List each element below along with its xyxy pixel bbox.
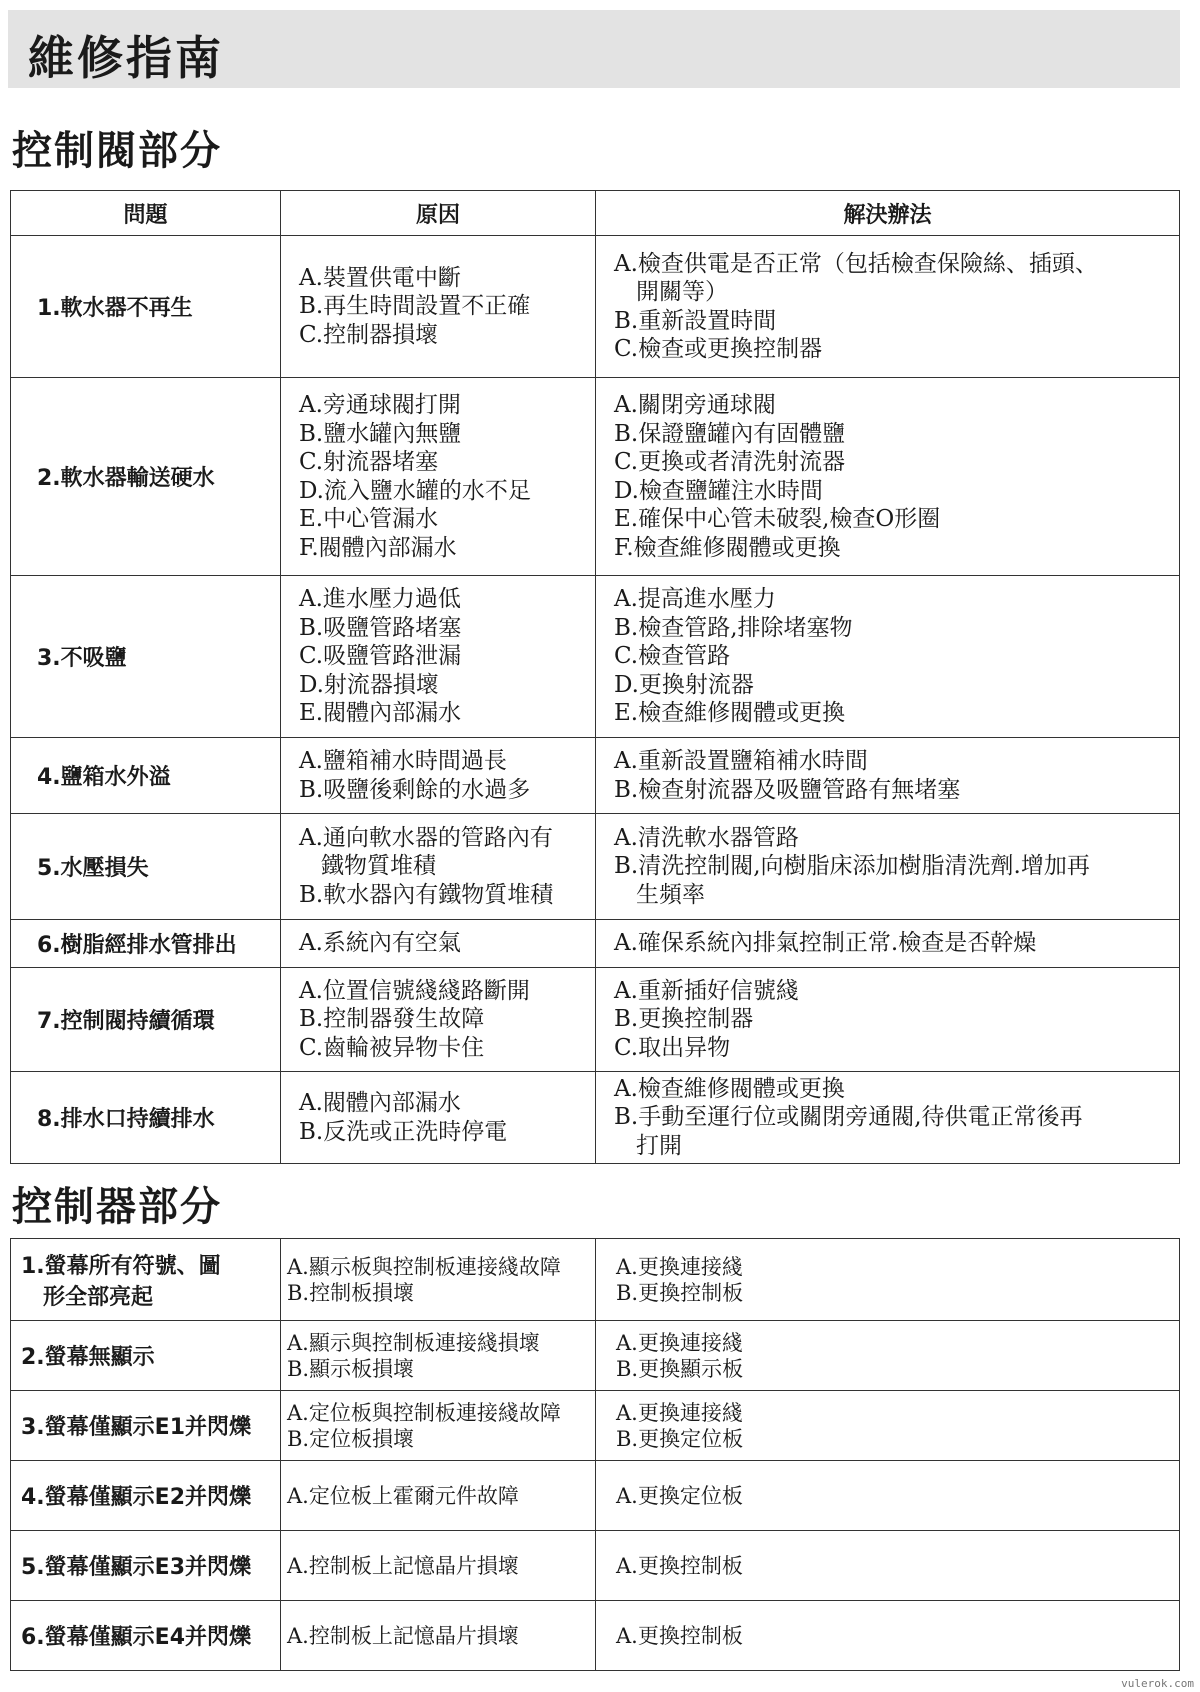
issue-cell: 6.樹脂經排水管排出 (11, 920, 281, 968)
cell-line: B.再生時間設置不正確 (299, 293, 531, 320)
cell-line: D.更換射流器 (614, 671, 754, 698)
cause-cell (281, 920, 596, 968)
cell-line: E.檢查維修閥體或更換 (614, 700, 846, 727)
cell-line: 生頻率 (636, 881, 705, 908)
cause-cell (281, 1531, 596, 1601)
cell-line: B.重新設置時間 (614, 307, 777, 334)
header-bar (8, 10, 1180, 88)
solution-cell (596, 738, 1180, 814)
section-title-controller: 控制器部分 (12, 1184, 222, 1230)
cell-line: A.更換連接綫 (616, 1330, 743, 1355)
cell-line: A.閥體內部漏水 (299, 1090, 461, 1116)
solution-cell (596, 1072, 1180, 1164)
cell-line: B.檢查管路,排除堵塞物 (614, 614, 853, 641)
solution-cell (596, 1321, 1180, 1391)
table-row (11, 920, 1180, 968)
cell-line: A.檢查供電是否正常（包括檢查保險絲、插頭、 (614, 250, 1098, 277)
cell-line: A.位置信號綫綫路斷開 (299, 977, 530, 1004)
issue-line: 4.螢幕僅顯示E2并閃爍 (21, 1485, 252, 1510)
cell-line: A.更換連接綫 (616, 1400, 743, 1425)
cell-line: B.保證鹽罐內有固體鹽 (614, 420, 846, 447)
solution-cell (596, 1461, 1180, 1531)
issue-cell (11, 1601, 281, 1671)
cell-line: A.顯示與控制板連接綫損壞 (287, 1330, 540, 1355)
cell-line: A.控制板上記憶晶片損壞 (287, 1553, 519, 1578)
cause-cell (281, 1601, 596, 1671)
cell-line: C.取出异物 (614, 1034, 731, 1061)
issue-line: 5.螢幕僅顯示E3并閃爍 (21, 1555, 252, 1580)
cell-line: 開關等） (636, 279, 728, 305)
solution-cell (596, 920, 1180, 968)
cause-cell (281, 378, 596, 576)
cell-line: A.檢查維修閥體或更換 (614, 1075, 845, 1102)
cell-line: B.定位板損壞 (287, 1426, 415, 1451)
cause-cell (281, 1239, 596, 1321)
table-header-row (11, 191, 1180, 236)
watermark: vulerok.com (1121, 1677, 1194, 1690)
cell-line: D.射流器損壞 (299, 671, 439, 698)
issue-line: 6.螢幕僅顯示E4并閃爍 (21, 1625, 252, 1650)
table-row (11, 814, 1180, 920)
solution-cell (596, 378, 1180, 576)
issue-cell: 5.水壓損失 (11, 814, 281, 920)
solution-cell (596, 814, 1180, 920)
cell-line: 鐵物質堆積 (321, 853, 436, 880)
cell-line: C.射流器堵塞 (299, 449, 439, 475)
cell-line: A.鹽箱補水時間過長 (299, 748, 507, 774)
cell-line: A.旁通球閥打開 (299, 392, 461, 418)
cause-cell (281, 1321, 596, 1391)
solution-cell (596, 236, 1180, 378)
cell-line: A.重新設置鹽箱補水時間 (614, 748, 868, 774)
issue-cell (11, 1321, 281, 1391)
cell-line: A.更換連接綫 (616, 1254, 743, 1279)
solution-cell (596, 1531, 1180, 1601)
issue-cell (11, 1239, 281, 1321)
cell-line: B.控制器發生故障 (299, 1006, 485, 1033)
cell-line: A.顯示板與控制板連接綫故障 (287, 1254, 561, 1279)
issue-line: 3.螢幕僅顯示E1并閃爍 (21, 1415, 252, 1440)
cell-line: A.確保系統內排氣控制正常.檢查是否幹燥 (614, 930, 1037, 957)
cell-line: B.控制板損壞 (287, 1280, 415, 1305)
cause-cell (281, 738, 596, 814)
cell-line: A.進水壓力過低 (299, 586, 461, 613)
cell-line: C.吸鹽管路泄漏 (299, 643, 462, 670)
cell-line: A.系統內有空氣 (299, 930, 461, 957)
cell-line: A.更換定位板 (616, 1483, 743, 1508)
issue-line: 2.螢幕無顯示 (21, 1345, 155, 1370)
cell-line: A.更換控制板 (616, 1553, 743, 1578)
cause-cell (281, 236, 596, 378)
table-row (11, 1239, 1180, 1321)
table-row (11, 378, 1180, 576)
cell-line: B.更換控制器 (614, 1006, 754, 1033)
issue-cell (11, 1391, 281, 1461)
cell-line: C.檢查管路 (614, 643, 731, 670)
cause-cell (281, 576, 596, 738)
column-header: 解決辦法 (596, 191, 1180, 236)
controller-troubleshooting-table (10, 1238, 1180, 1671)
table-row (11, 1321, 1180, 1391)
cell-line: E.中心管漏水 (299, 506, 439, 532)
cell-line: A.通向軟水器的管路內有 (299, 824, 553, 851)
valve-troubleshooting-table (10, 190, 1180, 1164)
cell-line: B.更換控制板 (616, 1280, 744, 1305)
cell-line: B.鹽水罐內無鹽 (299, 420, 462, 447)
cell-line: B.更換定位板 (616, 1426, 744, 1451)
cell-line: D.檢查鹽罐注水時間 (614, 477, 823, 504)
cell-line: B.顯示板損壞 (287, 1356, 415, 1381)
table-row (11, 576, 1180, 738)
cell-line: A.定位板與控制板連接綫故障 (287, 1400, 561, 1425)
table-row (11, 1461, 1180, 1531)
table-row (11, 1072, 1180, 1164)
cell-line: A.提高進水壓力 (614, 586, 776, 613)
issue-line: 1.螢幕所有符號、圖 (21, 1253, 221, 1279)
cause-cell (281, 968, 596, 1072)
cell-line: A.裝置供電中斷 (299, 264, 461, 291)
issue-cell: 8.排水口持續排水 (11, 1072, 281, 1164)
cell-line: A.關閉旁通球閥 (614, 392, 776, 418)
column-header: 問題 (11, 191, 281, 236)
solution-cell (596, 1239, 1180, 1321)
cell-line: A.更換控制板 (616, 1623, 743, 1648)
cell-line: B.更換顯示板 (616, 1356, 744, 1381)
issue-cell (11, 1461, 281, 1531)
cell-line: C.齒輪被异物卡住 (299, 1034, 485, 1061)
cell-line: B.吸鹽管路堵塞 (299, 614, 462, 641)
cell-line: B.軟水器內有鐵物質堆積 (299, 881, 554, 908)
cell-line: A.清洗軟水器管路 (614, 824, 799, 851)
solution-cell (596, 968, 1180, 1072)
issue-cell (11, 1531, 281, 1601)
table-row (11, 1601, 1180, 1671)
cell-line: A.重新插好信號綫 (614, 977, 799, 1004)
cell-line: C.控制器損壞 (299, 321, 439, 348)
cause-cell (281, 1391, 596, 1461)
cell-line: B.吸鹽後剩餘的水過多 (299, 776, 531, 803)
table-row (11, 1531, 1180, 1601)
issue-line: 形全部亮起 (43, 1284, 154, 1310)
cell-line: B.反洗或正洗時停電 (299, 1118, 508, 1145)
cell-line: E.閥體內部漏水 (299, 700, 462, 727)
section-title-valve: 控制閥部分 (12, 128, 222, 174)
table-row (11, 1391, 1180, 1461)
cell-line: A.定位板上霍爾元件故障 (287, 1483, 519, 1508)
cell-line: B.檢查射流器及吸鹽管路有無堵塞 (614, 776, 961, 803)
cell-line: F.檢查維修閥體或更換 (614, 534, 841, 561)
cell-line: C.更換或者清洗射流器 (614, 449, 846, 475)
issue-cell: 4.鹽箱水外溢 (11, 738, 281, 814)
solution-cell (596, 1391, 1180, 1461)
table-row (11, 236, 1180, 378)
issue-cell: 7.控制閥持續循環 (11, 968, 281, 1072)
issue-cell: 1.軟水器不再生 (11, 236, 281, 378)
page-title: 維修指南 (28, 31, 224, 85)
cell-line: A.控制板上記憶晶片損壞 (287, 1623, 519, 1648)
cell-line: F.閥體內部漏水 (299, 534, 457, 561)
cell-line: 打開 (636, 1132, 682, 1159)
cell-line: B.手動至運行位或關閉旁通閥,待供電正常後再 (614, 1104, 1083, 1131)
column-header: 原因 (281, 191, 596, 236)
cause-cell (281, 1461, 596, 1531)
solution-cell (596, 1601, 1180, 1671)
cell-line: C.檢查或更換控制器 (614, 336, 823, 362)
table-row (11, 738, 1180, 814)
cell-line: B.清洗控制閥,向樹脂床添加樹脂清洗劑.增加再 (614, 853, 1090, 880)
solution-cell (596, 576, 1180, 738)
cell-line: E.確保中心管未破裂,檢查O形圈 (614, 506, 941, 532)
cell-line: D.流入鹽水罐的水不足 (299, 477, 531, 504)
table-row (11, 968, 1180, 1072)
issue-cell: 3.不吸鹽 (11, 576, 281, 738)
issue-cell: 2.軟水器輸送硬水 (11, 378, 281, 576)
cause-cell (281, 814, 596, 920)
cause-cell (281, 1072, 596, 1164)
